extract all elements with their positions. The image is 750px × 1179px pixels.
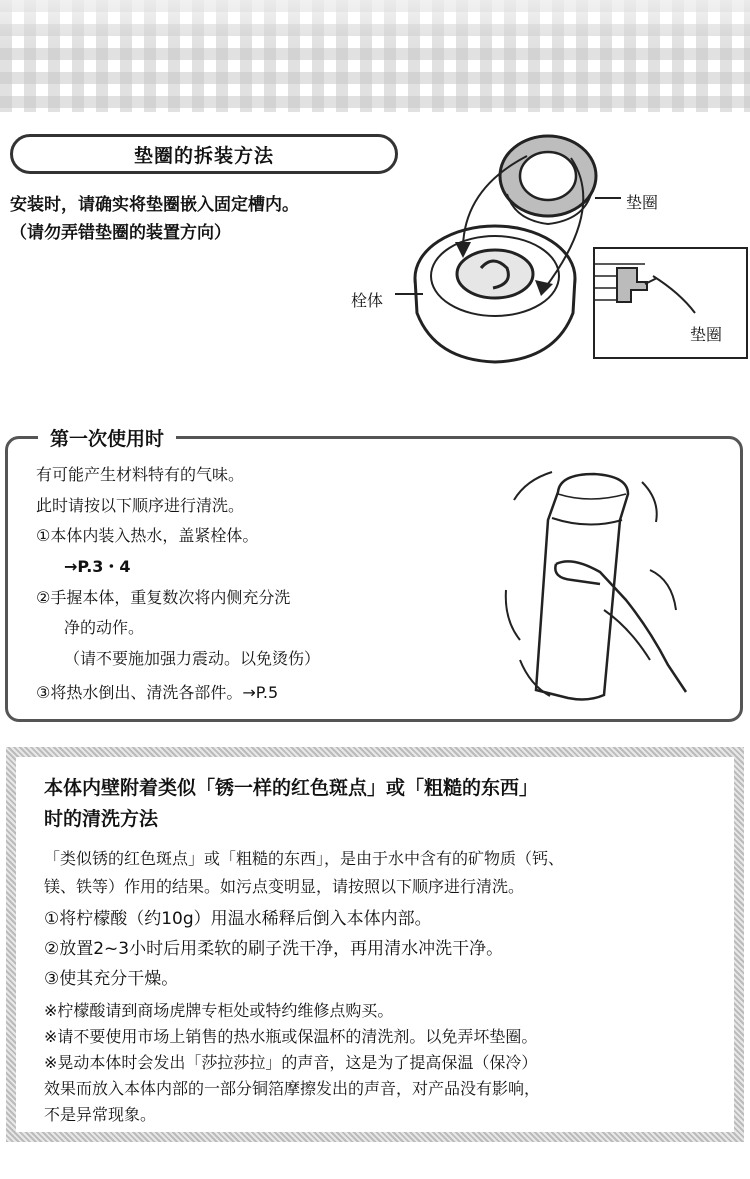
first-use-page-ref: →P.3・4 bbox=[64, 557, 131, 576]
stopper-body-icon bbox=[415, 226, 575, 362]
rust-title-line1: 本体内壁附着类似「锈一样的红色斑点」或「粗糙的东西」 bbox=[44, 777, 539, 799]
rust-step: ③使其充分干燥。 bbox=[44, 969, 179, 989]
label-gasket-detail: 垫圈 bbox=[690, 325, 723, 344]
rust-description: 镁、铁等）作用的结果。如污点变明显，请按照以下顺序进行清洗。 bbox=[44, 877, 525, 896]
rust-step: ②放置2~3小时后用柔软的刷子洗干净，再用清水冲洗干净。 bbox=[44, 939, 504, 959]
rust-title-line2: 时的清洗方法 bbox=[44, 808, 159, 830]
rust-note: 不是异常现象。 bbox=[44, 1105, 157, 1124]
first-use-warning: （请不要施加强力震动。以免烫伤） bbox=[64, 649, 321, 668]
first-use-line: 此时请按以下顺序进行清洗。 bbox=[36, 496, 245, 515]
first-use-line: 有可能产生材料特有的气味。 bbox=[36, 465, 245, 484]
first-use-title: 第一次使用时 bbox=[38, 424, 176, 451]
header-pattern-fade bbox=[0, 0, 750, 112]
first-use-step: ②手握本体，重复数次将内侧充分洗 bbox=[36, 588, 291, 607]
label-stopper: 栓体 bbox=[351, 291, 384, 310]
first-use-step: ①本体内装入热水，盖紧栓体。 bbox=[36, 526, 259, 545]
section-title-gasket bbox=[10, 134, 398, 174]
rust-note: ※请不要使用市场上销售的热水瓶或保温杯的清洗剂。以免弄坏垫圈。 bbox=[44, 1027, 538, 1046]
rust-note: 效果而放入本体内部的一部分铜箔摩擦发出的声音，对产品没有影响， bbox=[44, 1079, 541, 1098]
gasket-title: 垫圈的拆装方法 bbox=[133, 144, 274, 167]
first-use-line: 净的动作。 bbox=[64, 618, 145, 637]
gasket-note: （请勿弄错垫圈的装置方向） bbox=[10, 223, 231, 243]
rust-description: 「类似锈的红色斑点」或「粗糙的东西」，是由于水中含有的矿物质（钙、 bbox=[44, 849, 565, 868]
label-gasket-top: 垫圈 bbox=[626, 193, 659, 212]
rust-step: ①将柠檬酸（约10g）用温水稀释后倒入本体内部。 bbox=[44, 909, 432, 929]
gasket-detail-inset bbox=[594, 248, 747, 358]
bottle-shake-illustration bbox=[500, 460, 710, 710]
rust-note: ※柠檬酸请到商场虎牌专柜处或特约维修点购买。 bbox=[44, 1001, 394, 1020]
rust-note: ※晃动本体时会发出「莎拉莎拉」的声音，这是为了提高保温（保冷） bbox=[44, 1053, 538, 1072]
first-use-step: ③将热水倒出、清洗各部件。→P.5 bbox=[36, 683, 279, 702]
gasket-instruction: 安装时，请确实将垫圈嵌入固定槽内。 bbox=[10, 195, 299, 215]
